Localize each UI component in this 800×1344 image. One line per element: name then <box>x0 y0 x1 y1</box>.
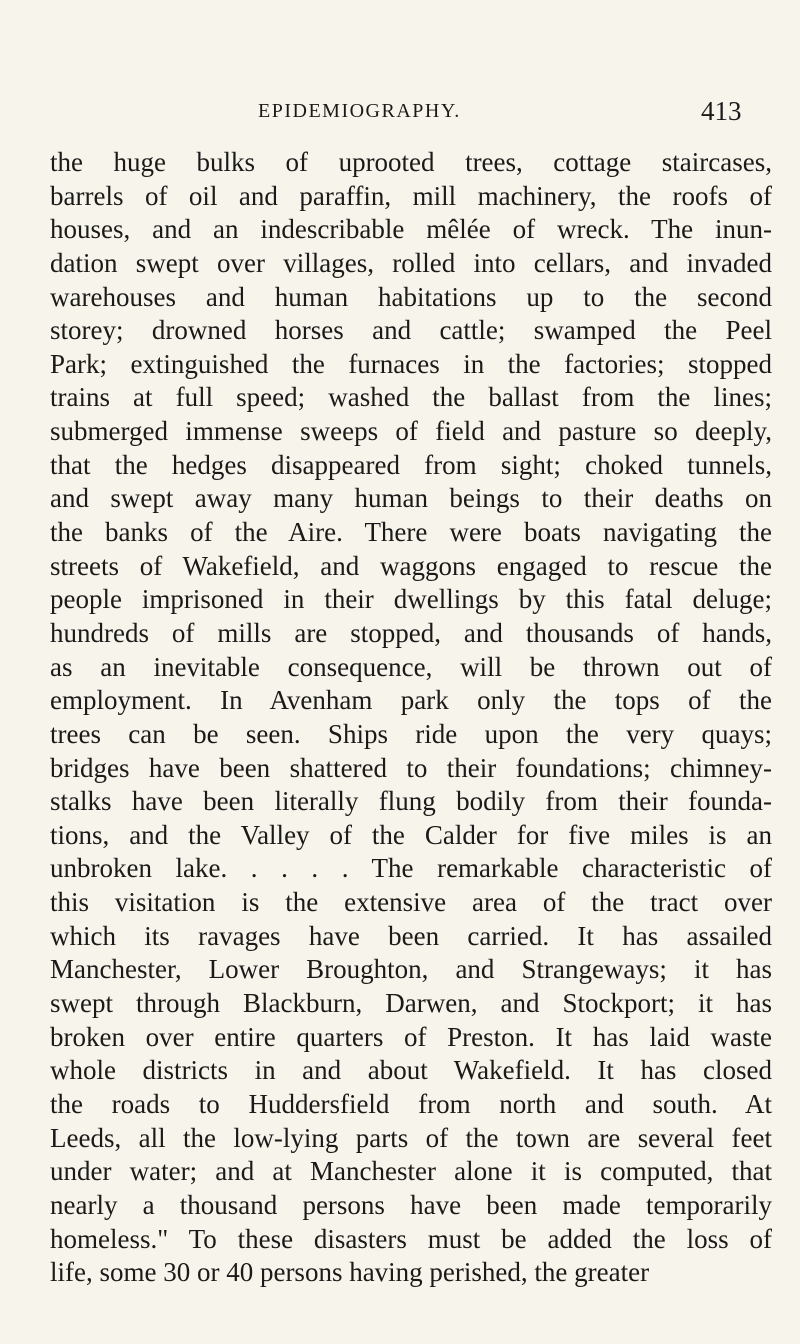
text-line: this visitation is the extensive area of the tract over <box>50 887 772 918</box>
text-line: trains at full speed; washed the ballast from the lines; <box>50 382 772 413</box>
text-line: swept through Blackburn, Darwen, and Stockport; it has <box>50 988 772 1019</box>
text-line: life, some 30 or 40 persons having perished, the greater <box>50 1257 650 1288</box>
text-line: trees can be seen. Ships ride upon the very quays; <box>50 718 772 749</box>
text-line: homeless." To these disasters must be added the loss of <box>50 1223 772 1254</box>
text-line: as an inevitable consequence, will be thrown out of <box>50 651 772 682</box>
text-line: people imprisoned in their dwellings by this fatal deluge; <box>50 584 772 615</box>
text-line: employment. In Avenham park only the tops of the <box>50 685 772 716</box>
text-line: warehouses and human habitations up to the second <box>50 281 772 312</box>
text-line: Park; extinguished the furnaces in the factories; stopped <box>50 348 772 379</box>
text-line: Manchester, Lower Broughton, and Strangeways; it has <box>50 954 772 985</box>
page-number: 413 <box>701 96 742 126</box>
text-line: broken over entire quarters of Preston. It has laid waste <box>50 1021 772 1052</box>
text-line: the banks of the Aire. There were boats navigating the <box>50 517 772 548</box>
text-line: houses, and an indescribable mêlée of wreck. The inun- <box>50 214 772 245</box>
text-line: whole districts in and about Wakefield. It has closed <box>50 1055 772 1086</box>
text-line: which its ravages have been carried. It has assailed <box>50 920 772 951</box>
body-text <box>50 146 772 1290</box>
text-line: nearly a thousand persons have been made temporarily <box>50 1189 772 1220</box>
text-line: hundreds of mills are stopped, and thousands of hands, <box>50 617 772 648</box>
text-line: bridges have been shattered to their foundations; chimney- <box>50 752 772 783</box>
text-line: unbroken lake. . . . . The remarkable characteristic of <box>50 853 772 884</box>
text-line: the huge bulks of uprooted trees, cottage staircases, <box>50 147 772 177</box>
text-line: and swept away many human beings to their deaths on <box>50 483 772 514</box>
text-line: dation swept over villages, rolled into cellars, and invaded <box>50 247 772 278</box>
text-line: Leeds, all the low-lying parts of the town are several feet <box>50 1122 772 1153</box>
text-line: streets of Wakefield, and waggons engaged to rescue the <box>50 550 772 581</box>
running-head <box>0 96 800 136</box>
text-line: storey; drowned horses and cattle; swamped the Peel <box>50 315 772 346</box>
running-head-title: EPIDEMIOGRAPHY. <box>258 100 461 122</box>
text-line: submerged immense sweeps of field and pasture so deeply, <box>50 416 772 447</box>
text-line: the roads to Huddersfield from north and south. At <box>50 1088 772 1119</box>
text-line: barrels of oil and paraffin, mill machinery, the roofs of <box>50 180 772 211</box>
text-line: stalks have been literally flung bodily from their founda- <box>50 786 772 817</box>
text-line: tions, and the Valley of the Calder for five miles is an <box>50 819 772 850</box>
text-line: that the hedges disappeared from sight; choked tunnels, <box>50 449 772 480</box>
text-line: under water; and at Manchester alone it is computed, that <box>50 1156 772 1187</box>
